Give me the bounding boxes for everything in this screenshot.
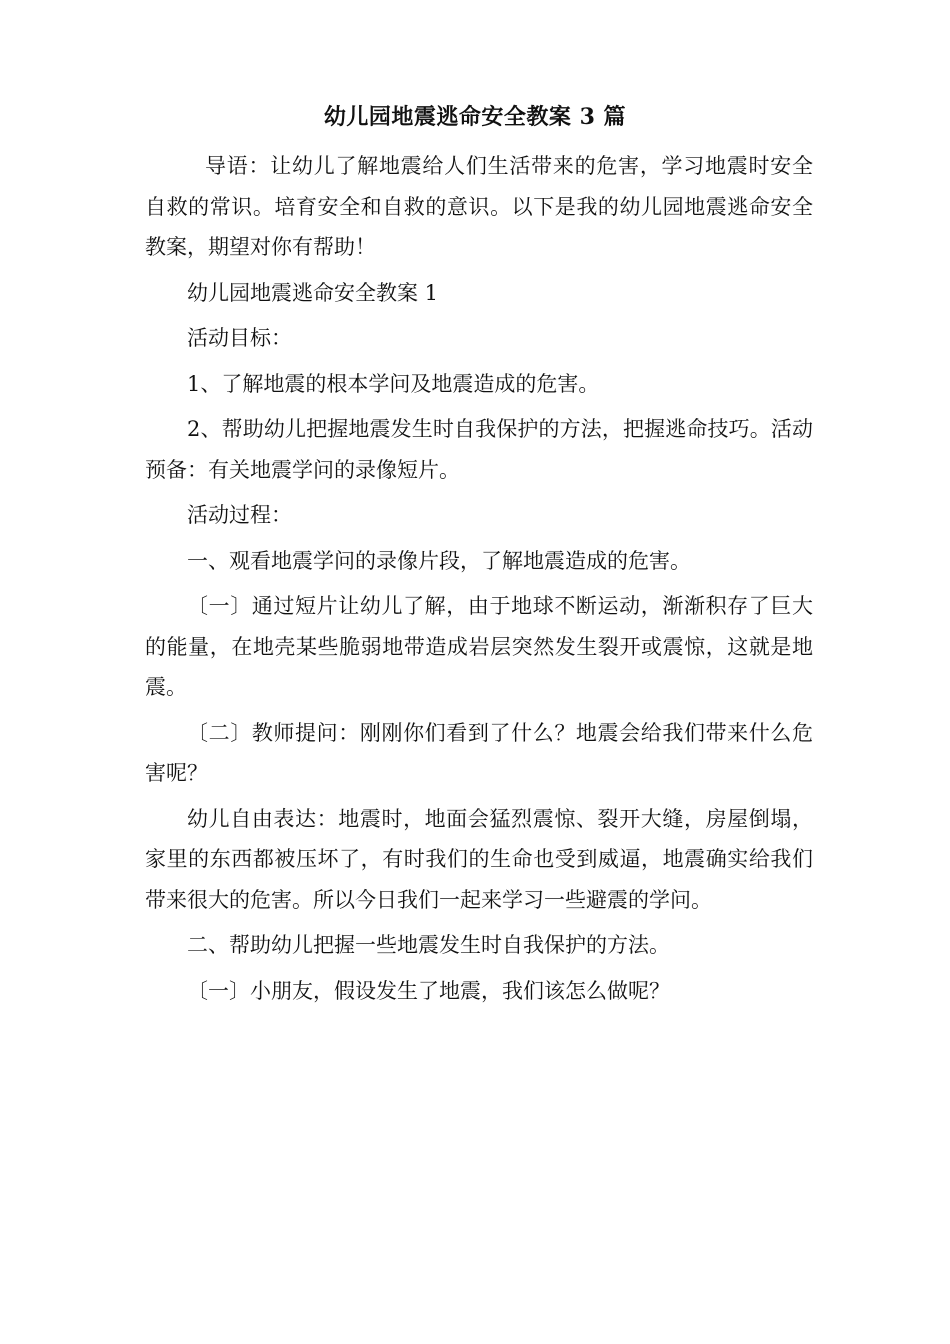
process-substep: 〔一〕小朋友，假设发生了地震，我们该怎么做呢？ (187, 978, 670, 1003)
section-heading: 幼儿园地震逃命安全教案 1 (187, 280, 439, 305)
process-substep: 〔一〕通过短片让幼儿了解，由于地球不断运动，渐渐积存了巨大的能量，在地壳某些脆弱地带造成岩层突然发生裂开或震惊，这就是地震。 (145, 594, 813, 699)
process-paragraph: 幼儿自由表达：地震时，地面会猛烈震惊、裂开大缝，房屋倒塌，家里的东西都被压坏了，有时我们的生命也受到威逼，地震确实给我们带来很大的危害。所以今日我们一起来学习一些避震的学问。 (145, 806, 813, 912)
subheading-process: 活动过程： (187, 503, 292, 527)
objective-item: 1、了解地震的根本学问及地震造成的危害。 (187, 371, 600, 396)
process-step: 二、帮助幼儿把握一些地震发生时自我保护的方法。 (187, 933, 670, 957)
subheading-objectives: 活动目标： (187, 326, 292, 350)
objective-item: 2、帮助幼儿把握地震发生时自我保护的方法，把握逃命技巧。活动预备：有关地震学问的录像短片。 (145, 417, 813, 482)
process-substep: 〔二〕教师提问：刚刚你们看到了什么？地震会给我们带来什么危害呢？ (145, 720, 813, 785)
intro-paragraph: 导语：让幼儿了解地震给人们生活带来的危害，学习地震时安全自救的常识。培育安全和自救的意识。以下是我的幼儿园地震逃命安全教案，期望对你有帮助！ (145, 154, 813, 259)
process-step: 一、观看地震学问的录像片段，了解地震造成的危害。 (187, 548, 691, 573)
document-title: 幼儿园地震逃命安全教案 3 篇 (323, 104, 627, 130)
document-body (145, 146, 813, 1011)
